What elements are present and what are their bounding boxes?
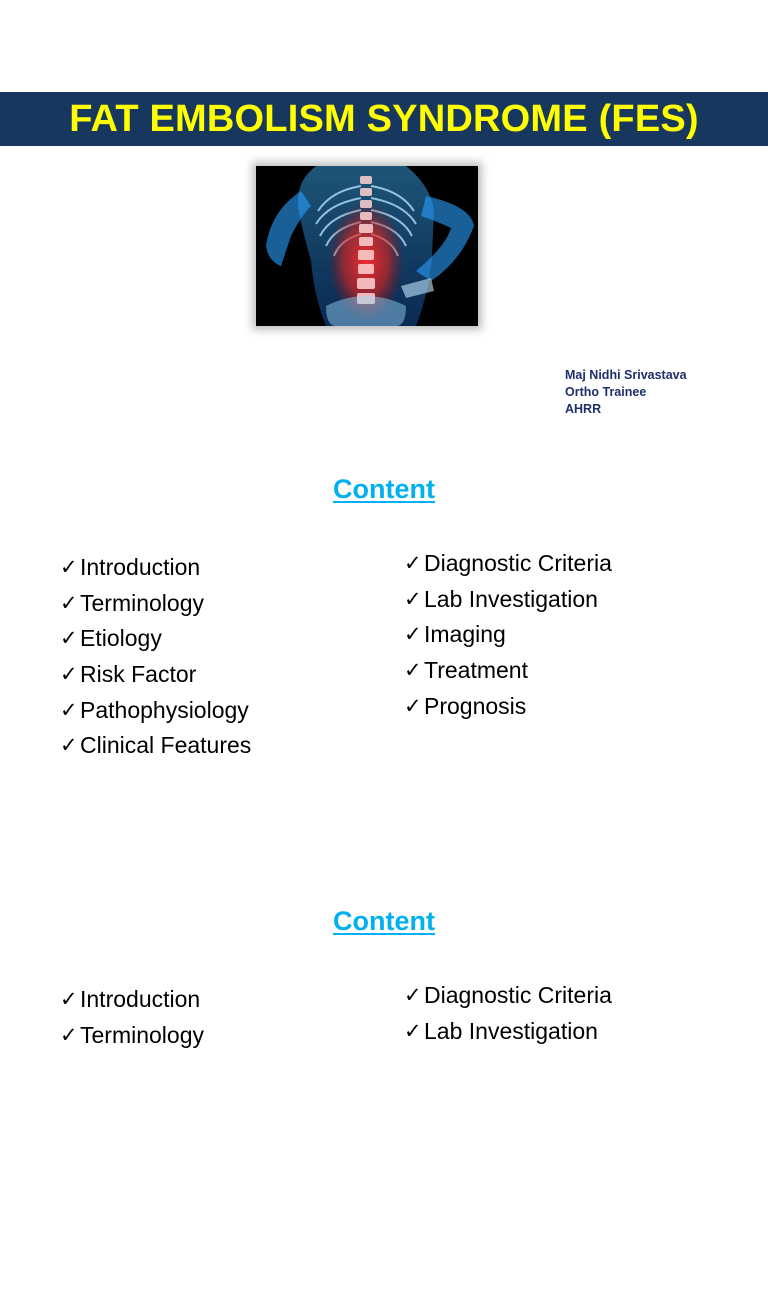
author-org: AHRR	[565, 402, 602, 416]
checkmark-icon: ✓	[60, 1023, 78, 1047]
checkmark-icon: ✓	[404, 587, 422, 611]
checkmark-icon: ✓	[404, 659, 422, 683]
content-list-left	[60, 550, 251, 764]
checkmark-icon: ✓	[404, 984, 422, 1007]
checkmark-icon: ✓	[404, 694, 422, 718]
list-item: ✓ Diagnostic Criteria	[404, 546, 612, 582]
author-name: Maj Nidhi Srivastava	[565, 368, 687, 382]
list-item: ✓ Lab Investigation	[404, 1014, 612, 1050]
spine-xray-image	[256, 166, 478, 326]
content-slide-repeat	[0, 864, 768, 1296]
list-item: ✓ Risk Factor	[60, 657, 251, 693]
content-heading: Content	[333, 906, 435, 936]
slide-title: FAT EMBOLISM SYNDROME (FES)	[69, 97, 699, 140]
content-heading: Content	[333, 474, 435, 504]
title-slide	[0, 0, 768, 432]
checkmark-icon: ✓	[60, 698, 78, 722]
content-list-right	[404, 978, 612, 1049]
author-role: Ortho Trainee	[565, 385, 647, 399]
title-bar	[0, 92, 768, 146]
content-list-left	[60, 982, 204, 1053]
checkmark-icon: ✓	[404, 623, 422, 647]
checkmark-icon: ✓	[60, 627, 78, 651]
checkmark-icon: ✓	[404, 552, 422, 575]
checkmark-icon: ✓	[60, 734, 78, 758]
list-item: ✓ Clinical Features	[60, 728, 251, 764]
list-item: ✓ Pathophysiology	[60, 693, 251, 729]
list-item: ✓ Imaging	[404, 617, 612, 653]
content-slide	[0, 432, 768, 864]
xray-illustration	[256, 166, 478, 326]
list-item: ✓ Prognosis	[404, 689, 612, 725]
checkmark-icon: ✓	[60, 663, 78, 687]
checkmark-icon: ✓	[60, 556, 78, 579]
list-item: ✓ Terminology	[60, 1018, 204, 1054]
list-item: ✓ Introduction	[60, 982, 204, 1018]
author-block	[565, 367, 687, 418]
content-list-right	[404, 546, 612, 724]
list-item: ✓ Etiology	[60, 621, 251, 657]
list-item: ✓ Treatment	[404, 653, 612, 689]
checkmark-icon: ✓	[60, 591, 78, 615]
list-item: ✓ Lab Investigation	[404, 582, 612, 618]
list-item: ✓ Diagnostic Criteria	[404, 978, 612, 1014]
list-item: ✓ Terminology	[60, 586, 251, 622]
checkmark-icon: ✓	[60, 988, 78, 1011]
list-item: ✓ Introduction	[60, 550, 251, 586]
checkmark-icon: ✓	[404, 1019, 422, 1043]
